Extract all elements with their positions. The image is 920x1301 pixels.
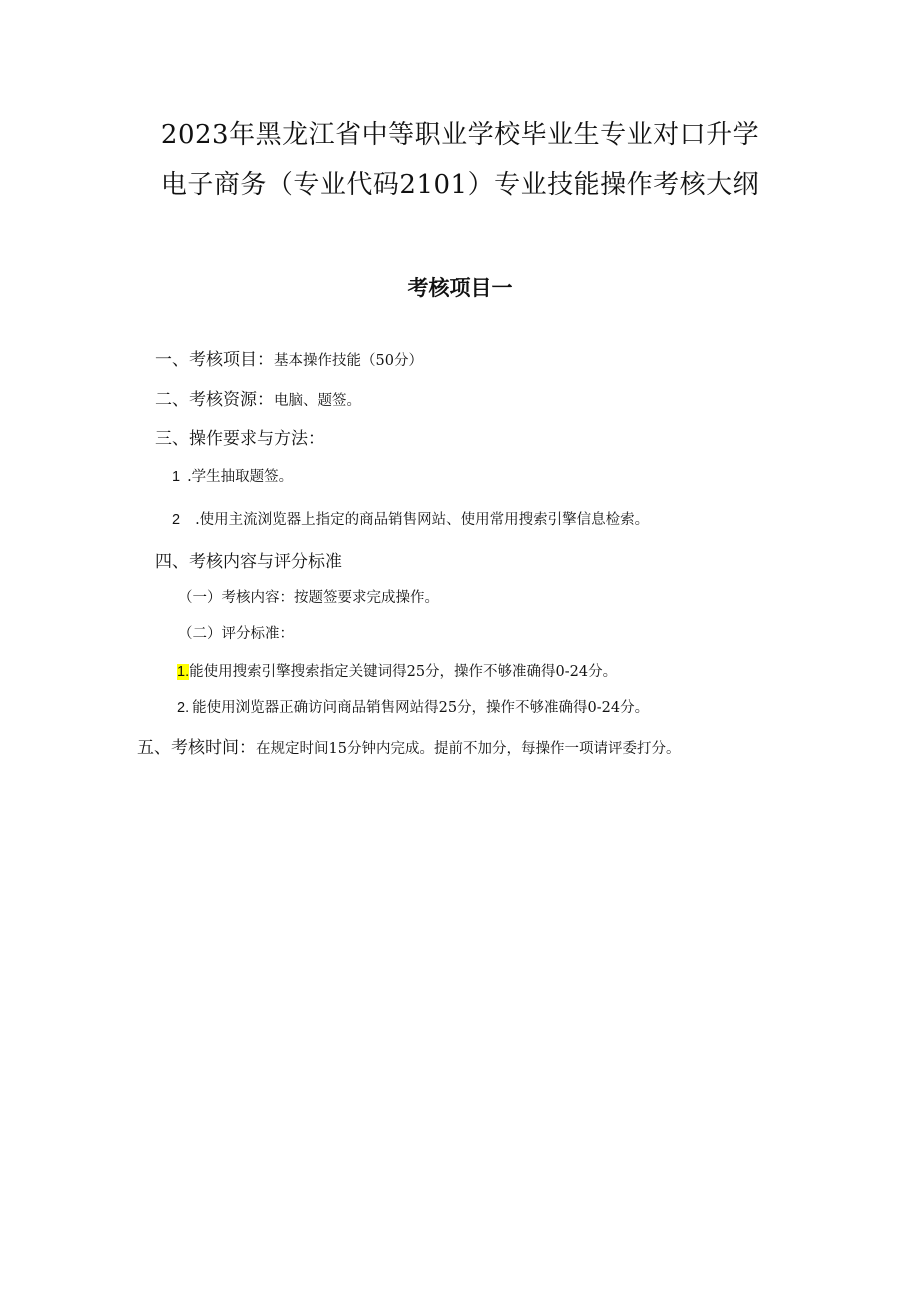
criteria-1-text: 能使用搜索引擎搜索指定关键词得25分，操作不够准确得0-24分。 (189, 664, 618, 680)
section-1-heading: 一、考核项目： (155, 350, 274, 370)
section-3-item-1 (172, 465, 293, 486)
section-4-content: （一）考核内容：按题签要求完成操作。 (178, 590, 439, 606)
criteria-1-number: 1. (177, 664, 190, 680)
section-1 (155, 345, 423, 370)
section-1-body: 基本操作技能（50分） (274, 353, 423, 369)
section-3-item-2 (172, 508, 649, 529)
criteria-item-1 (177, 660, 617, 681)
item-2-text: .使用主流浏览器上指定的商品销售网站、使用常用搜索引擎信息检索。 (195, 512, 650, 528)
section-5-heading: 五、考核时间： (137, 738, 256, 758)
section-2-heading: 二、考核资源： (155, 390, 274, 410)
item-1-number: 1 (172, 469, 181, 485)
item-1-text: .学生抽取题签。 (187, 469, 294, 485)
document-title-line-1: 2023年黑龙江省中等职业学校毕业生专业对口升学 (160, 120, 760, 150)
section-3-heading: 三、操作要求与方法： (155, 429, 325, 449)
section-4-heading: 四、考核内容与评分标准 (155, 552, 342, 572)
section-2-body: 电脑、题签。 (274, 393, 361, 409)
document-title-line-2: 电子商务（专业代码2101）专业技能操作考核大纲 (160, 170, 760, 200)
item-2-number: 2 (172, 512, 181, 528)
section-subtitle: 考核项目一 (407, 276, 513, 300)
section-5 (137, 733, 680, 758)
section-4-criteria-label: （二）评分标准： (178, 626, 294, 642)
criteria-2-number: 2. (177, 700, 190, 716)
section-5-body: 在规定时间15分钟内完成。提前不加分，每操作一项请评委打分。 (256, 741, 681, 757)
criteria-2-text: 能使用浏览器正确访问商品销售网站得25分，操作不够准确得0-24分。 (192, 700, 650, 716)
criteria-item-2 (177, 696, 649, 717)
section-2 (155, 385, 361, 410)
